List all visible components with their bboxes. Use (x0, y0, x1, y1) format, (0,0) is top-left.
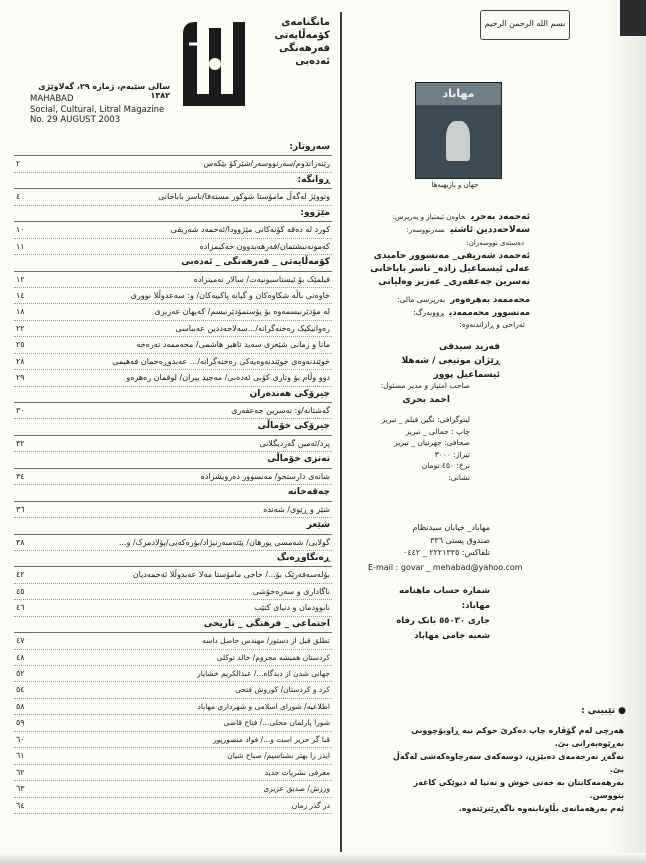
toc-title: جهانی شدن از دیدگاه.../ عبدالکریم خشایار (197, 669, 330, 678)
address-block (370, 522, 490, 560)
toc-row (14, 206, 332, 222)
toc-row (14, 387, 332, 403)
staff-name: ئەحمەد شەریفی_ مەنسوور حامیدی (373, 251, 530, 261)
toc-title: شورا پارلمان محلی.../ فتاح قاضی (223, 718, 330, 728)
toc-title: کورد لە دەقە کۆنەکانی مێژوودا/ئەحمەد شەریفی (170, 225, 330, 235)
bullet-icon: ● (618, 706, 626, 716)
toc-title: شانەی دارستجو/ مەنسوور دەرویشزادە (200, 471, 330, 481)
print-line: نرخ: ٤٥٠ تومان (421, 461, 470, 470)
cover-figure (446, 121, 470, 161)
staff-row (340, 210, 530, 223)
issue-line: سالی سێیەم، ژمارە ٢٩، گەلاوێژی ١٣٨٢ (38, 82, 170, 100)
print-info (380, 414, 470, 483)
toc-title: کرد و کردستان/ کوروش فتحی (235, 685, 330, 695)
toc-title: فیلمێک بۆ ئیستاسیونیەت/ سالار نەمینزادە (193, 274, 330, 284)
toc-page: ٦٠ (16, 734, 25, 744)
toc-title: پرد/ئەمین گەردیگلانی (259, 438, 330, 448)
toc-page: ٢ (16, 159, 21, 169)
toc-row (14, 321, 332, 337)
toc-page: ٦٣ (16, 784, 25, 794)
staff-name: ئەحمەد بەحری (471, 212, 530, 222)
toc-row (14, 765, 332, 781)
toc-page: ١٢ (16, 274, 25, 284)
toc-page: ٢٥ (16, 340, 25, 350)
toc-row (14, 600, 332, 616)
staff-list-2 (350, 294, 530, 332)
print-line: تیراژ: ٣٠٠٠ (434, 449, 470, 459)
toc-row (14, 222, 332, 238)
account-line: جاری ٥٥٠٣٠ بانک رفاه (396, 616, 490, 626)
toc-title: دوو وڵام بۆ وتاری کۆبی ئەدەبی/ مەجید پیران/ لوقمان رەهرەو (126, 373, 330, 383)
print-line: لیتوگرافی: نگین فیلم _ تبریز (381, 415, 470, 424)
toc-row (14, 798, 332, 814)
toc-title: خوێندنەوەی خوێندنەوەیەکی رەخنەگرانە/... عەبدوڕەحمان فەهیمی (112, 356, 330, 366)
masthead-line: مانگنامەی (281, 17, 330, 28)
toc-title: ناگاداری و سەرەخۆشی (252, 586, 330, 596)
staff-list (340, 210, 530, 288)
designer-line: ڕێژان موتیعی / شەهلا ئیسماعیل پوور (401, 356, 500, 380)
staff-name: مەنسوور محەممەدی (449, 307, 530, 318)
toc-title: سەروتار: (289, 142, 330, 152)
toc-page: ٥٨ (16, 701, 25, 711)
toc-page: ٥٤ (16, 685, 25, 695)
toc-title: رەوانیکیک رەخنەگرانە/...سەلاحەددین عەبباسی (175, 323, 330, 333)
toc-title: اطلاعیه/ شورای اسلامی و شهرداری مهاباد (197, 701, 330, 711)
toc-page: ٥٢ (16, 669, 25, 678)
note-item: نەگەڕ نەرجەمەی دەبێزن، دوسەکەی سەرچاوەکەشی لەگەڵ بێ. (392, 752, 624, 774)
toc-page: ٤٢ (16, 570, 25, 580)
toc-title: مانا و زمانی شێعری سەید تاهیر هاشمی/ محەممەد تەرەخە (136, 340, 330, 350)
toc-page: ٦٤ (16, 800, 25, 810)
print-line: چاپ : جمالی _ تبریز (405, 426, 470, 436)
designers (360, 340, 500, 382)
toc-title: شێر و ڕێوی/ شەندە (263, 504, 330, 514)
toc-title: خاوەنی باڵە شکاوەکان و گیانە پاکییەکان/ و: سەعدوڵلا نووری (130, 290, 330, 300)
staff-row (340, 249, 530, 262)
staff-role: ڕووبەرگ: (413, 307, 445, 317)
toc-title: کردستان همیشه محروم/ خالد توکلی (216, 652, 330, 662)
toc-row (14, 403, 332, 419)
note-item: ئەم بەرهەمانەی بڵاونابنەوە ناگەڕێنرێتەوە. (458, 804, 624, 813)
email: E-mail : govar _ mehabad@yahoo.com (368, 563, 523, 572)
toc-title: رێنەراندوم/سەرنووسەر/شێرکۆ بێکەس (203, 159, 330, 169)
toc-row (14, 452, 332, 468)
staff-role: خاوەن ئیمتیاز و بەرپرس: (392, 213, 466, 221)
staff-role: دەستەی نووسەران: (466, 239, 524, 247)
toc-page: ١١ (16, 241, 25, 251)
toc-row (14, 699, 332, 715)
toc-row (14, 617, 332, 633)
account-line: شماره حساب ماهنامه مهاباد: (398, 586, 490, 611)
staff-row (340, 275, 530, 288)
toc-page: ٣٨ (16, 537, 25, 547)
toc-row (14, 189, 332, 205)
notes-title-text: تێبینی : (581, 706, 615, 716)
toc-page: ٢٨ (16, 356, 25, 366)
toc-title: گەشتانە/و: نەسرین جەعفەری (231, 406, 330, 415)
toc-page: ٢٩ (16, 373, 25, 383)
toc-title: ورزش/ صدیق عزیزی (263, 784, 330, 794)
toc-row (14, 715, 332, 731)
toc-page: ١٤ (16, 290, 25, 300)
toc-row (14, 584, 332, 600)
english-line: Social, Cultural, Litral Magazine (30, 104, 165, 115)
english-masthead (30, 94, 190, 126)
toc-row (14, 354, 332, 370)
toc-row (14, 732, 332, 748)
toc-title: نابوودمان و دنیای کتێب (254, 603, 330, 613)
staff-role: ئەراحی و ڕازاندنەوە: (459, 320, 525, 329)
staff-row (350, 294, 530, 307)
staff-name: محەممەد بەهرەوەر (450, 295, 530, 305)
cover-thumbnail (415, 82, 502, 179)
toc-title: بۆلەسەفەرێک بۆ.../ حاجی مامۆستا مەلا عەبدوڵلا ئەحمەدیان (132, 570, 330, 580)
print-line: صحافی: جهرنیان _ تبریز (394, 438, 470, 447)
bank-account (370, 584, 490, 644)
toc-title: چیرۆکی خۆماڵی (257, 421, 330, 432)
masthead-line: کۆمەڵایەتی (274, 30, 330, 41)
toc-title: شێعر (306, 520, 330, 531)
toc-title: ڕوانگە: (297, 174, 330, 185)
toc-page: ٤ (16, 192, 21, 202)
toc-page: ٣٠ (16, 406, 25, 415)
print-line: نشانی: (448, 472, 470, 482)
toc-title: گولابی/ شەمسی پورهان/ پێتەمبەرنیژاد/بۆرەکەیی/پۆلادمرک/ و... (118, 537, 330, 547)
toc-row (14, 140, 332, 156)
toc-page: ٤٧ (16, 636, 25, 646)
staff-row (350, 307, 530, 320)
account-line: شعبه جامی مهاباد (414, 631, 490, 641)
toc-row (14, 650, 332, 666)
scan-corner-mark (620, 0, 646, 36)
toc-row (14, 781, 332, 797)
staff-role: سەرنووسەر: (406, 226, 445, 234)
toc-title: مێژوو: (300, 207, 330, 218)
toc-title: چیرۆکی هەندەران (249, 388, 330, 399)
cover-caption: جهان و بازیهیەها (431, 181, 479, 189)
toc-row (14, 748, 332, 764)
toc-row (14, 370, 332, 386)
staff-name: نەسرین جەعفەری_ عەزیز وەلیانی (378, 277, 530, 287)
license-name: احمد بحری (402, 395, 450, 405)
toc-page: ٢٢ (16, 323, 25, 333)
toc-title: وتووێژ لەگەڵ مامۆستا شوکور مستەفا/ناسر باباخانی (158, 192, 330, 202)
toc-page: ٣٢ (16, 438, 25, 448)
staff-row (350, 319, 530, 332)
toc-title: چەقەخانە (288, 487, 330, 498)
toc-title: لە مۆدێرنیسمەوە بۆ پۆستمۆدێرنیسم/ کەیهان عەزیزی (154, 307, 330, 317)
toc-row (14, 337, 332, 353)
toc-title: تطلق قبل از دستور/ مهندس حاصل داسه (202, 636, 330, 646)
toc-page: ٣٦ (16, 504, 25, 514)
english-line: No. 29 AUGUST 2003 (30, 115, 121, 125)
toc-title: قبا گر حریر است و.../ فواد منصورپور (213, 734, 330, 744)
note-item: هەرچی لەم گۆڤارە چاپ دەکرێ حوکم نیە ڕاوبۆچوونی بەڕێوەبەرانی بێ. (411, 726, 624, 748)
toc-row (14, 239, 332, 255)
notes-title (380, 706, 626, 718)
address-line: مهاباد_ خیابان سیدنظام (412, 523, 490, 532)
toc-row (14, 156, 332, 172)
toc-row (14, 502, 332, 518)
note-item: بەرهەمەکانتان بە خەتی خوش و تەنیا لە دیوێکی کاغەز بنووسن. (413, 778, 624, 800)
toc-row (14, 173, 332, 189)
staff-name: سەلاحەددین ئاشتی (450, 225, 530, 235)
toc-row (14, 682, 332, 698)
toc-page: ٤٦ (16, 603, 25, 613)
toc-row (14, 633, 332, 649)
toc-page: ٦١ (16, 751, 25, 761)
toc-row (14, 518, 332, 534)
toc-row (14, 436, 332, 452)
toc-page: ١٠ (16, 225, 25, 235)
toc-page: ٦٢ (16, 767, 25, 777)
toc-title: ایدز را بهتر بشناسیم/ صباح شیان (227, 751, 330, 761)
toc-row (14, 419, 332, 435)
masthead-title (258, 16, 330, 68)
staff-name: عەلی ئیسماعیل زادە_ ناسر باباخانی (370, 264, 530, 274)
toc-page: ٤٥ (16, 586, 25, 596)
toc-title: اجتماعی _ فرهنگی _ تاریخی (203, 618, 330, 629)
toc-row (14, 551, 332, 567)
bismillah-calligraphy: بسم الله الرحمن الرحیم (480, 10, 570, 40)
table-of-contents (14, 140, 332, 814)
masthead-line: فەرهەنگی (278, 43, 330, 54)
designer-line: فەرید سیدقی (439, 342, 500, 352)
toc-title: در گذر زمان (291, 800, 330, 810)
toc-page: ٥٩ (16, 718, 25, 728)
page-bottom-shadow (0, 853, 646, 865)
toc-row (14, 304, 332, 320)
toc-row (14, 567, 332, 583)
staff-row (340, 236, 530, 249)
toc-row (14, 535, 332, 551)
staff-role: بەرپرسی مالی: (397, 295, 446, 304)
staff-row (340, 262, 530, 275)
toc-title: معرفی نشریات جدید (264, 767, 330, 777)
toc-title: کەمونەنیشتمان/فەرهەیدوون حەکیمزادە (199, 241, 330, 251)
toc-title: تەنزی خۆماڵی (267, 454, 330, 465)
toc-row (14, 255, 332, 271)
cover-title: مهاباد (442, 87, 475, 100)
address-line: صندوق پستی ٣٣٦ (430, 535, 490, 545)
notes-list (378, 724, 624, 815)
toc-page: ١٨ (16, 307, 25, 317)
toc-row (14, 485, 332, 501)
toc-row (14, 666, 332, 682)
address-line: تلفاکس: ٢٢٢١٣٣٥ _ ٠٤٤٢ (403, 548, 490, 557)
toc-row (14, 288, 332, 304)
toc-title: ڕەنگاوڕەنگ (276, 552, 330, 563)
masthead-line: ئەدەبی (295, 56, 330, 67)
staff-row (340, 223, 530, 236)
toc-title: کۆمەڵایەتی _ فەرهەنگی _ ئەدەبی (181, 257, 330, 268)
toc-row (14, 469, 332, 485)
english-line: MAHABAD (30, 94, 74, 104)
column-divider (340, 12, 342, 852)
toc-row (14, 272, 332, 288)
license-label: صاحب امتیاز و مدیر مسئول: (380, 381, 470, 390)
toc-page: ٤٨ (16, 652, 25, 662)
toc-page: ٣٤ (16, 471, 25, 481)
